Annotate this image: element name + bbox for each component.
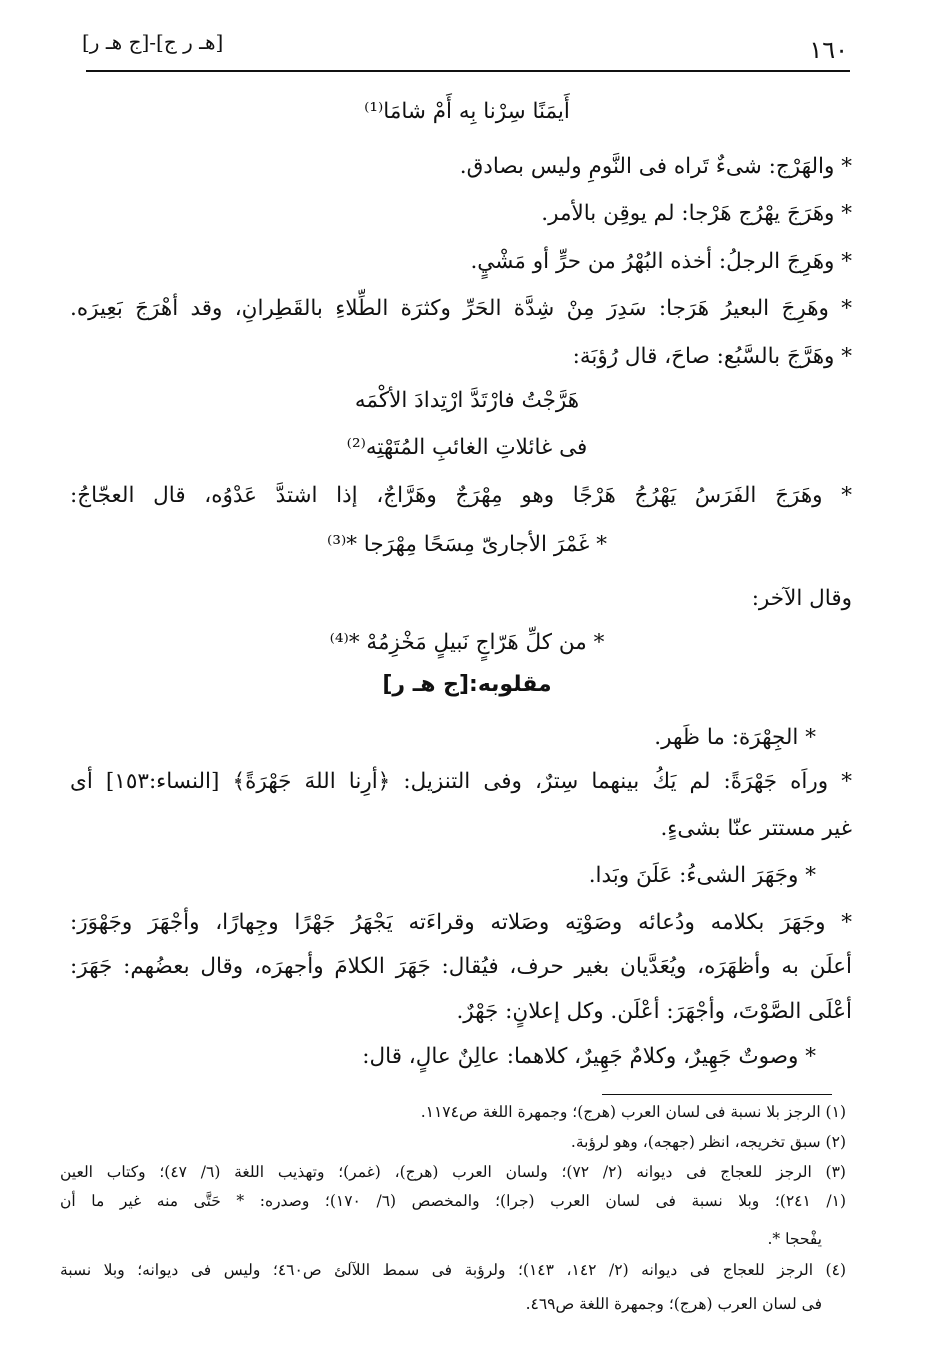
footnote-continuation: فى لسان العرب (هرج)؛ وجمهرة اللغة ص٤٦٩.	[525, 1295, 822, 1313]
entry-line: * وهَرَجَ الفَرَسُ يَهْرُجُ هَرْجًا وهو مِهْرَجٌ وهَرَّاجٌ، إذا اشتدَّ عَدْوُه، قال العجّاجُ:	[70, 483, 852, 508]
root-header: [هـ ر ج]-[ج هـ ر]	[82, 30, 224, 54]
entry-line: * وهَرَجَ يهْرُج هَرْجا: لم يوقِن بالأمر.	[541, 201, 852, 226]
footnote-rule	[602, 1094, 832, 1095]
footnote: (٢) سبق تخريجه، انظر (جهجه)، وهو لرؤبة.	[570, 1133, 846, 1151]
entry-line: * والهَرْج: شىءٌ تَراه فى النَّومِ وليس بصادق.	[459, 154, 852, 179]
footnote: (٤) الرجز للعجاج فى ديوانه (٢/ ١٤٢، ١٤٣)؛ ولرؤبة فى سمط اللآلئ ص٤٦٠؛ وليس فى ديوانه؛ وبلا نسبة	[60, 1261, 846, 1279]
footnote: (١/ ٢٤١)؛ وبلا نسبة فى لسان العرب (جرا)؛ والمخصص (٦/ ١٧٠)؛ وصدره: * حَتَّى منه غير ما أن	[60, 1192, 847, 1210]
verse-line: أَيمَنًا سِرْنا بِه أَمْ شامَا⁽¹⁾	[364, 99, 570, 124]
section-title: مقلوبه:[ج هـ ر]	[382, 672, 552, 697]
verse-line: هَرَّجْتُ فارْتَدَّ ارْتِدادَ الأكْمَه	[354, 388, 580, 413]
entry-line: * وهَرِجَ الرجلُ: أخذه البُهْرُ من حرٍّ أو مَشْيٍ.	[470, 249, 852, 274]
entry-line: أعْلَى الصَّوْتَ، وأجْهَرَ: أعْلَن. وكل إعلانٍ: جَهْرٌ.	[456, 999, 852, 1024]
entry-line: * وهَرِجَ البعيرُ هَرَجا: سَدِرَ مِنْ شِدَّة الحَرِّ وكثرَة الطِّلاءِ بالقَطِرانِ، وقد أهْرَجَ بَعِيرَه.	[70, 296, 852, 321]
entry-line: * الجِهْرَة: ما ظَهر.	[654, 725, 816, 750]
entry-line: * وجَهَرَ بكلامه ودُعائه وصَوْتِه وصَلاته وقراءَته يَجْهَرُ جَهْرًا وجِهارًا، وأجْهَرَ وجَهْوَرَ:	[70, 910, 852, 935]
entry-line: وقال الآخر:	[751, 586, 852, 611]
verse-line: * من كلِّ هَرّاجٍ نَبيلٍ مَخْزِمُهْ *⁽⁴⁾	[329, 630, 605, 655]
footnote: (٣) الرجز للعجاج فى ديوانه (٢/ ٧٢)؛ ولسان العرب (هرج)، (غمر)؛ وتهذيب اللغة (٦/ ٤٧)؛ وكتاب العين	[60, 1163, 846, 1181]
header-rule	[86, 70, 850, 72]
entry-line: * وجَهَرَ الشىءُ: عَلَنَ وبَدا.	[588, 863, 816, 888]
verse-line: فى غائلاتِ الغائبِ المُتَهْتِه⁽²⁾	[346, 435, 588, 460]
entry-line: غير مستتر عنّا بشىءٍ.	[660, 816, 852, 841]
footnote-continuation: يفْحجا *.	[767, 1230, 822, 1248]
page-number: ١٦٠	[809, 36, 848, 64]
entry-line: أعلَن به وأظهَرَه، ويُعَدَّيان بغير حرف، فيُقال: جَهَرَ الكلامَ وأجهرَه، وقال بعضُهم: جَهَرَ:	[70, 954, 852, 979]
entry-line: * وهَرَّجَ بالسَّبُع: صاحَ، قال رُؤبَة:	[572, 344, 852, 369]
verse-line: * غَمْرَ الأجارىّ مِسَحًا مِهْرَجا *⁽³⁾	[327, 532, 607, 557]
entry-line: * وراَه جَهْرَةً: لم يَكُ بينهما سِترٌ، وفى التنزيل: ﴿أرِنا اللهَ جَهْرَةً﴾ [النساء:١٥٣] أى	[70, 769, 852, 794]
entry-line: * وصوتٌ جَهِيرٌ، وكلامٌ جَهِيرٌ، كلاهما: عالِنٌ عالٍ، قال:	[362, 1044, 816, 1069]
footnote: (١) الرجز بلا نسبة فى لسان العرب (هرج)؛ وجمهرة اللغة ص١١٧٤.	[420, 1103, 846, 1121]
